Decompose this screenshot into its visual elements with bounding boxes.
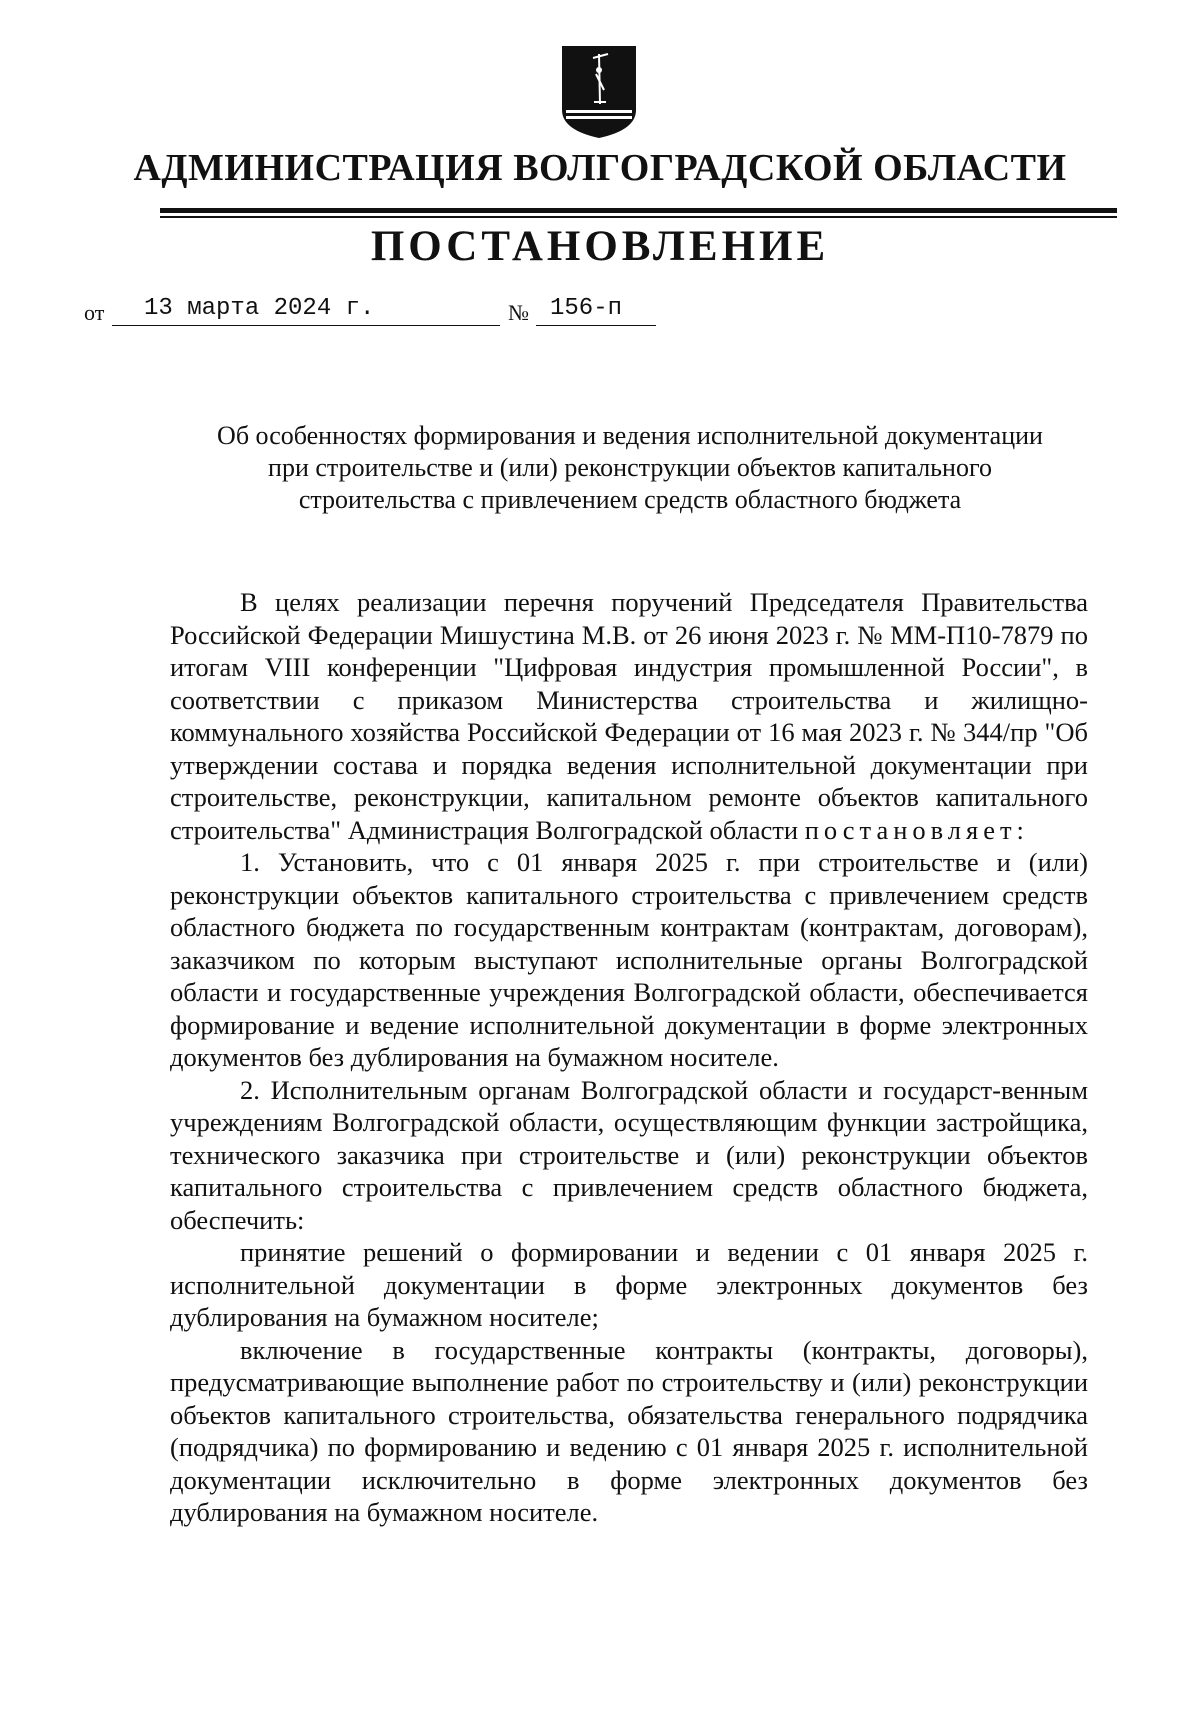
date-value: 13 марта 2024 г.	[144, 295, 375, 322]
coat-of-arms-icon	[560, 44, 638, 140]
decree-word: постановляет:	[804, 814, 1029, 845]
document-type-title: ПОСТАНОВЛЕНИЕ	[370, 223, 830, 270]
body-paragraph-intro	[170, 586, 1088, 846]
document-meta-row	[84, 290, 704, 330]
subject-line-3: строительства с привлечением средств областного бюджета	[298, 485, 962, 514]
document-subject	[170, 420, 1090, 516]
date-label: от	[84, 300, 105, 325]
body-paragraph-2: 2. Исполнительным органам Волгоградской области и государст-венным учреждениям Волгоградской области, осуществляющим функции застройщика, технического заказчика при строительстве и (или) реконструкции объектов капитального строительства с привлечением средств областного бюджета, обеспечить:	[170, 1074, 1088, 1235]
header-divider-thin	[160, 216, 1117, 218]
document-body	[170, 586, 1088, 1529]
intro-text: В целях реализации перечня поручений Председателя Правительства Российской Федерации Мишустина М.В. от 26 июня 2023 г. № ММ-П10-7879 по итогам VIII конференции "Цифровая индустрия промышленной России", в соответствии с приказом Министерства строительства и жилищно-коммунального хозяйства Российской Федерации от 16 мая 2023 г. № 344/пр "Об утверждении состава и порядка ведения исполнительной документации при строительстве, реконструкции, капитальном ремонте объектов капитального строительства" Администрация Волгоградской области	[170, 587, 1088, 845]
header-divider-thick	[160, 208, 1117, 213]
organization-title: АДМИНИСТРАЦИЯ ВОЛГОГРАДСКОЙ ОБЛАСТИ	[133, 147, 1067, 189]
subject-line-1: Об особенностях формирования и ведения исполнительной документации	[217, 421, 1043, 450]
body-paragraph-1: 1. Установить, что с 01 января 2025 г. при строительстве и (или) реконструкции объектов капитального строительства с привлечением средств областного бюджета по государственным контрактам (контрактам, договорам), заказчиком по которым выступают исполнительные органы Волгоградской области и государственные учреждения Волгоградской области, обеспечивается формирование и ведение исполнительной документации в форме электронных документов без дублирования на бумажном носителе.	[170, 847, 1088, 1072]
body-paragraph-3: принятие решений о формировании и ведении с 01 января 2025 г. исполнительной документации в форме электронных документов без дублирования на бумажном носителе;	[170, 1237, 1088, 1332]
body-paragraph-4: включение в государственные контракты (контракты, договоры), предусматривающие выполнение работ по строительству и (или) реконструкции объектов капитального строительства, обязательства генерального подрядчика (подрядчика) по формированию и ведению с 01 января 2025 г. исполнительной документации исключительно в форме электронных документов без дублирования на бумажном носителе.	[170, 1334, 1088, 1527]
number-label: №	[508, 300, 529, 325]
subject-line-2: при строительстве и (или) реконструкции объектов капитального	[268, 453, 992, 482]
number-value: 156-п	[550, 295, 623, 322]
